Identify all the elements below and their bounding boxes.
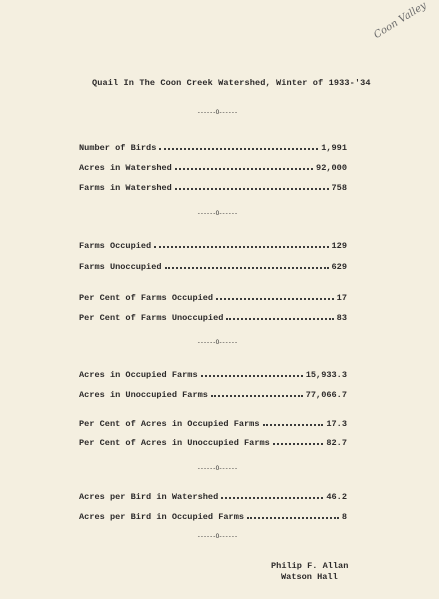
dot-leader <box>165 260 329 269</box>
stat-row-acres-per-bird-occupied <box>79 510 347 522</box>
stat-value: 8 <box>341 512 347 522</box>
dot-leader <box>159 141 318 150</box>
stat-row-percent-acres-unoccupied <box>79 436 347 448</box>
dot-leader <box>175 181 329 190</box>
dot-leader <box>154 239 328 248</box>
section-divider: ------O------ <box>197 210 238 217</box>
stat-value: 17 <box>336 293 347 303</box>
stat-value: 17.3 <box>326 419 347 429</box>
stat-value: 129 <box>331 241 347 251</box>
stat-value: 629 <box>331 262 347 272</box>
dot-leader <box>226 311 333 320</box>
stat-value: 46.2 <box>326 492 347 502</box>
stat-label: Acres in Unoccupied Farms <box>79 390 208 400</box>
handwritten-margin-note: Coon Valley <box>372 0 429 41</box>
dot-leader <box>247 510 339 519</box>
stat-row-percent-farms-unoccupied <box>79 311 347 323</box>
document-title: Quail In The Coon Creek Watershed, Winter of 1933-'34 <box>92 78 371 88</box>
stat-row-acres-per-bird-watershed <box>79 490 347 502</box>
stat-label: Number of Birds <box>79 143 157 153</box>
stat-label: Per Cent of Acres in Unoccupied Farms <box>79 438 270 448</box>
dot-leader <box>211 388 303 397</box>
section-divider: ------O------ <box>197 109 238 116</box>
stat-value: 1,991 <box>321 143 347 153</box>
stat-label: Farms in Watershed <box>79 183 172 193</box>
dot-leader <box>216 291 334 300</box>
section-divider: ------O------ <box>197 465 238 472</box>
section-divider: ------O------ <box>197 339 238 346</box>
dot-leader <box>175 161 313 170</box>
dot-leader <box>221 490 323 499</box>
stat-value: 82.7 <box>326 438 347 448</box>
stat-value: 92,000 <box>316 163 347 173</box>
dot-leader <box>273 436 324 445</box>
stat-label: Acres per Bird in Watershed <box>79 492 219 502</box>
stat-label: Per Cent of Acres in Occupied Farms <box>79 419 260 429</box>
stat-label: Acres in Watershed <box>79 163 172 173</box>
stat-row-number-of-birds <box>79 141 347 153</box>
stat-row-acres-occupied-farms <box>79 368 347 380</box>
stat-value: 83 <box>336 313 347 323</box>
stat-row-acres-unoccupied-farms <box>79 388 347 400</box>
stat-row-farms-unoccupied <box>79 260 347 272</box>
dot-leader <box>201 368 303 377</box>
stat-label: Per Cent of Farms Occupied <box>79 293 214 303</box>
stat-value: 77,066.7 <box>305 390 347 400</box>
section-divider: ------O------ <box>197 533 238 540</box>
stat-label: Farms Unoccupied <box>79 262 162 272</box>
stat-row-percent-acres-occupied <box>79 417 347 429</box>
stat-label: Acres in Occupied Farms <box>79 370 198 380</box>
stat-label: Farms Occupied <box>79 241 152 251</box>
stat-row-acres-in-watershed <box>79 161 347 173</box>
stat-label: Per Cent of Farms Unoccupied <box>79 313 224 323</box>
signature-author-2: Watson Hall <box>281 572 338 582</box>
dot-leader <box>263 417 324 426</box>
stat-label: Acres per Bird in Occupied Farms <box>79 512 245 522</box>
signature-author-1: Philip F. Allan <box>271 561 349 571</box>
stat-row-percent-farms-occupied <box>79 291 347 303</box>
stat-value: 758 <box>331 183 347 193</box>
stat-value: 15,933.3 <box>305 370 347 380</box>
stat-row-farms-occupied <box>79 239 347 251</box>
stat-row-farms-in-watershed <box>79 181 347 193</box>
